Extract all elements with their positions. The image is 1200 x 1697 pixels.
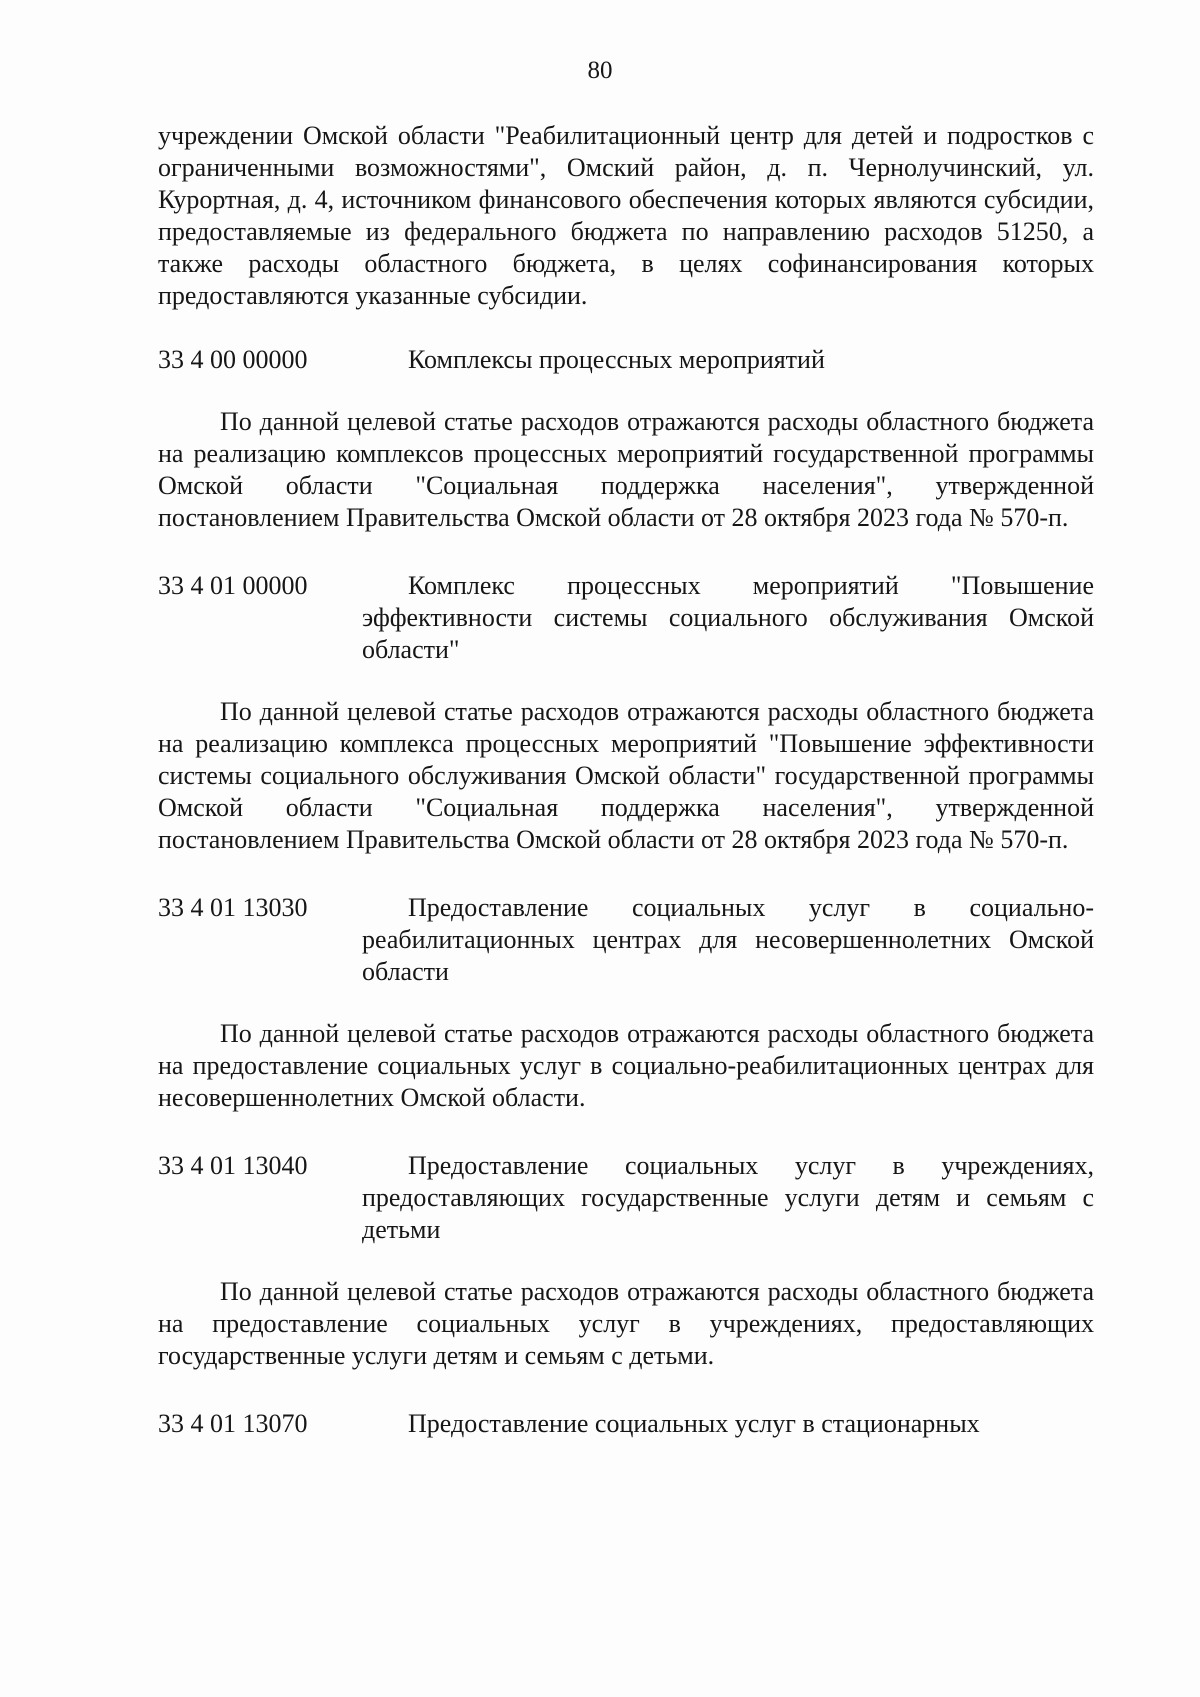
section-body: По данной целевой статье расходов отражаются расходы областного бюджета на предоставление социальных услуг в учреждениях, предоставляющих государственные услуги детям и семьям с детьми. — [158, 1277, 1094, 1370]
section-title: Предоставление социальных услуг в учреждениях, предоставляющих государственные услуги детям и семьям с детьми — [362, 1151, 1094, 1244]
section-body: По данной целевой статье расходов отражаются расходы областного бюджета на реализацию комплекса процессных мероприятий "Повышение эффективности системы социального обслуживания Омской области" государственной программы Омской области "Социальная поддержка населения", утвержденной постановлением Правительства Омской области от 28 октября 2023 года № 570-п. — [158, 697, 1094, 854]
section-heading — [158, 1150, 1094, 1246]
section-body: По данной целевой статье расходов отражаются расходы областного бюджета на реализацию комплексов процессных мероприятий государственной программы Омской области "Социальная поддержка населения", утвержденной постановлением Правительства Омской области от 28 октября 2023 года № 570-п. — [158, 407, 1094, 532]
intro-paragraph: учреждении Омской области "Реабилитационный центр для детей и подростков с ограниченными возможностями", Омский район, д. п. Чернолучинский, ул. Курортная, д. 4, источником финансового обеспечения которых являются субсидии, предоставляемые из федерального бюджета по направлению расходов 51250, а также расходы областного бюджета, в целях софинансирования которых предоставляются указанные субсидии. — [158, 121, 1094, 310]
budget-code: 33 4 00 00000 — [158, 345, 308, 374]
budget-code: 33 4 01 00000 — [158, 571, 308, 600]
section-title: Предоставление социальных услуг в стационарных — [408, 1409, 980, 1438]
section-heading — [158, 570, 1094, 666]
section-heading — [158, 1408, 1094, 1440]
section-heading — [158, 344, 1094, 376]
page-number: 80 — [587, 57, 613, 84]
section-heading — [158, 892, 1094, 988]
document-body — [158, 120, 1094, 1470]
section-title: Комплекс процессных мероприятий "Повышение эффективности системы социального обслуживания Омской области" — [362, 571, 1094, 664]
section-body: По данной целевой статье расходов отражаются расходы областного бюджета на предоставление социальных услуг в социально-реабилитационных центрах для несовершеннолетних Омской области. — [158, 1019, 1094, 1112]
budget-code: 33 4 01 13040 — [158, 1151, 308, 1180]
budget-code: 33 4 01 13070 — [158, 1409, 308, 1438]
budget-code: 33 4 01 13030 — [158, 893, 308, 922]
section-title: Предоставление социальных услуг в социально-реабилитационных центрах для несовершеннолетних Омской области — [362, 893, 1094, 986]
section-title: Комплексы процессных мероприятий — [408, 345, 825, 374]
